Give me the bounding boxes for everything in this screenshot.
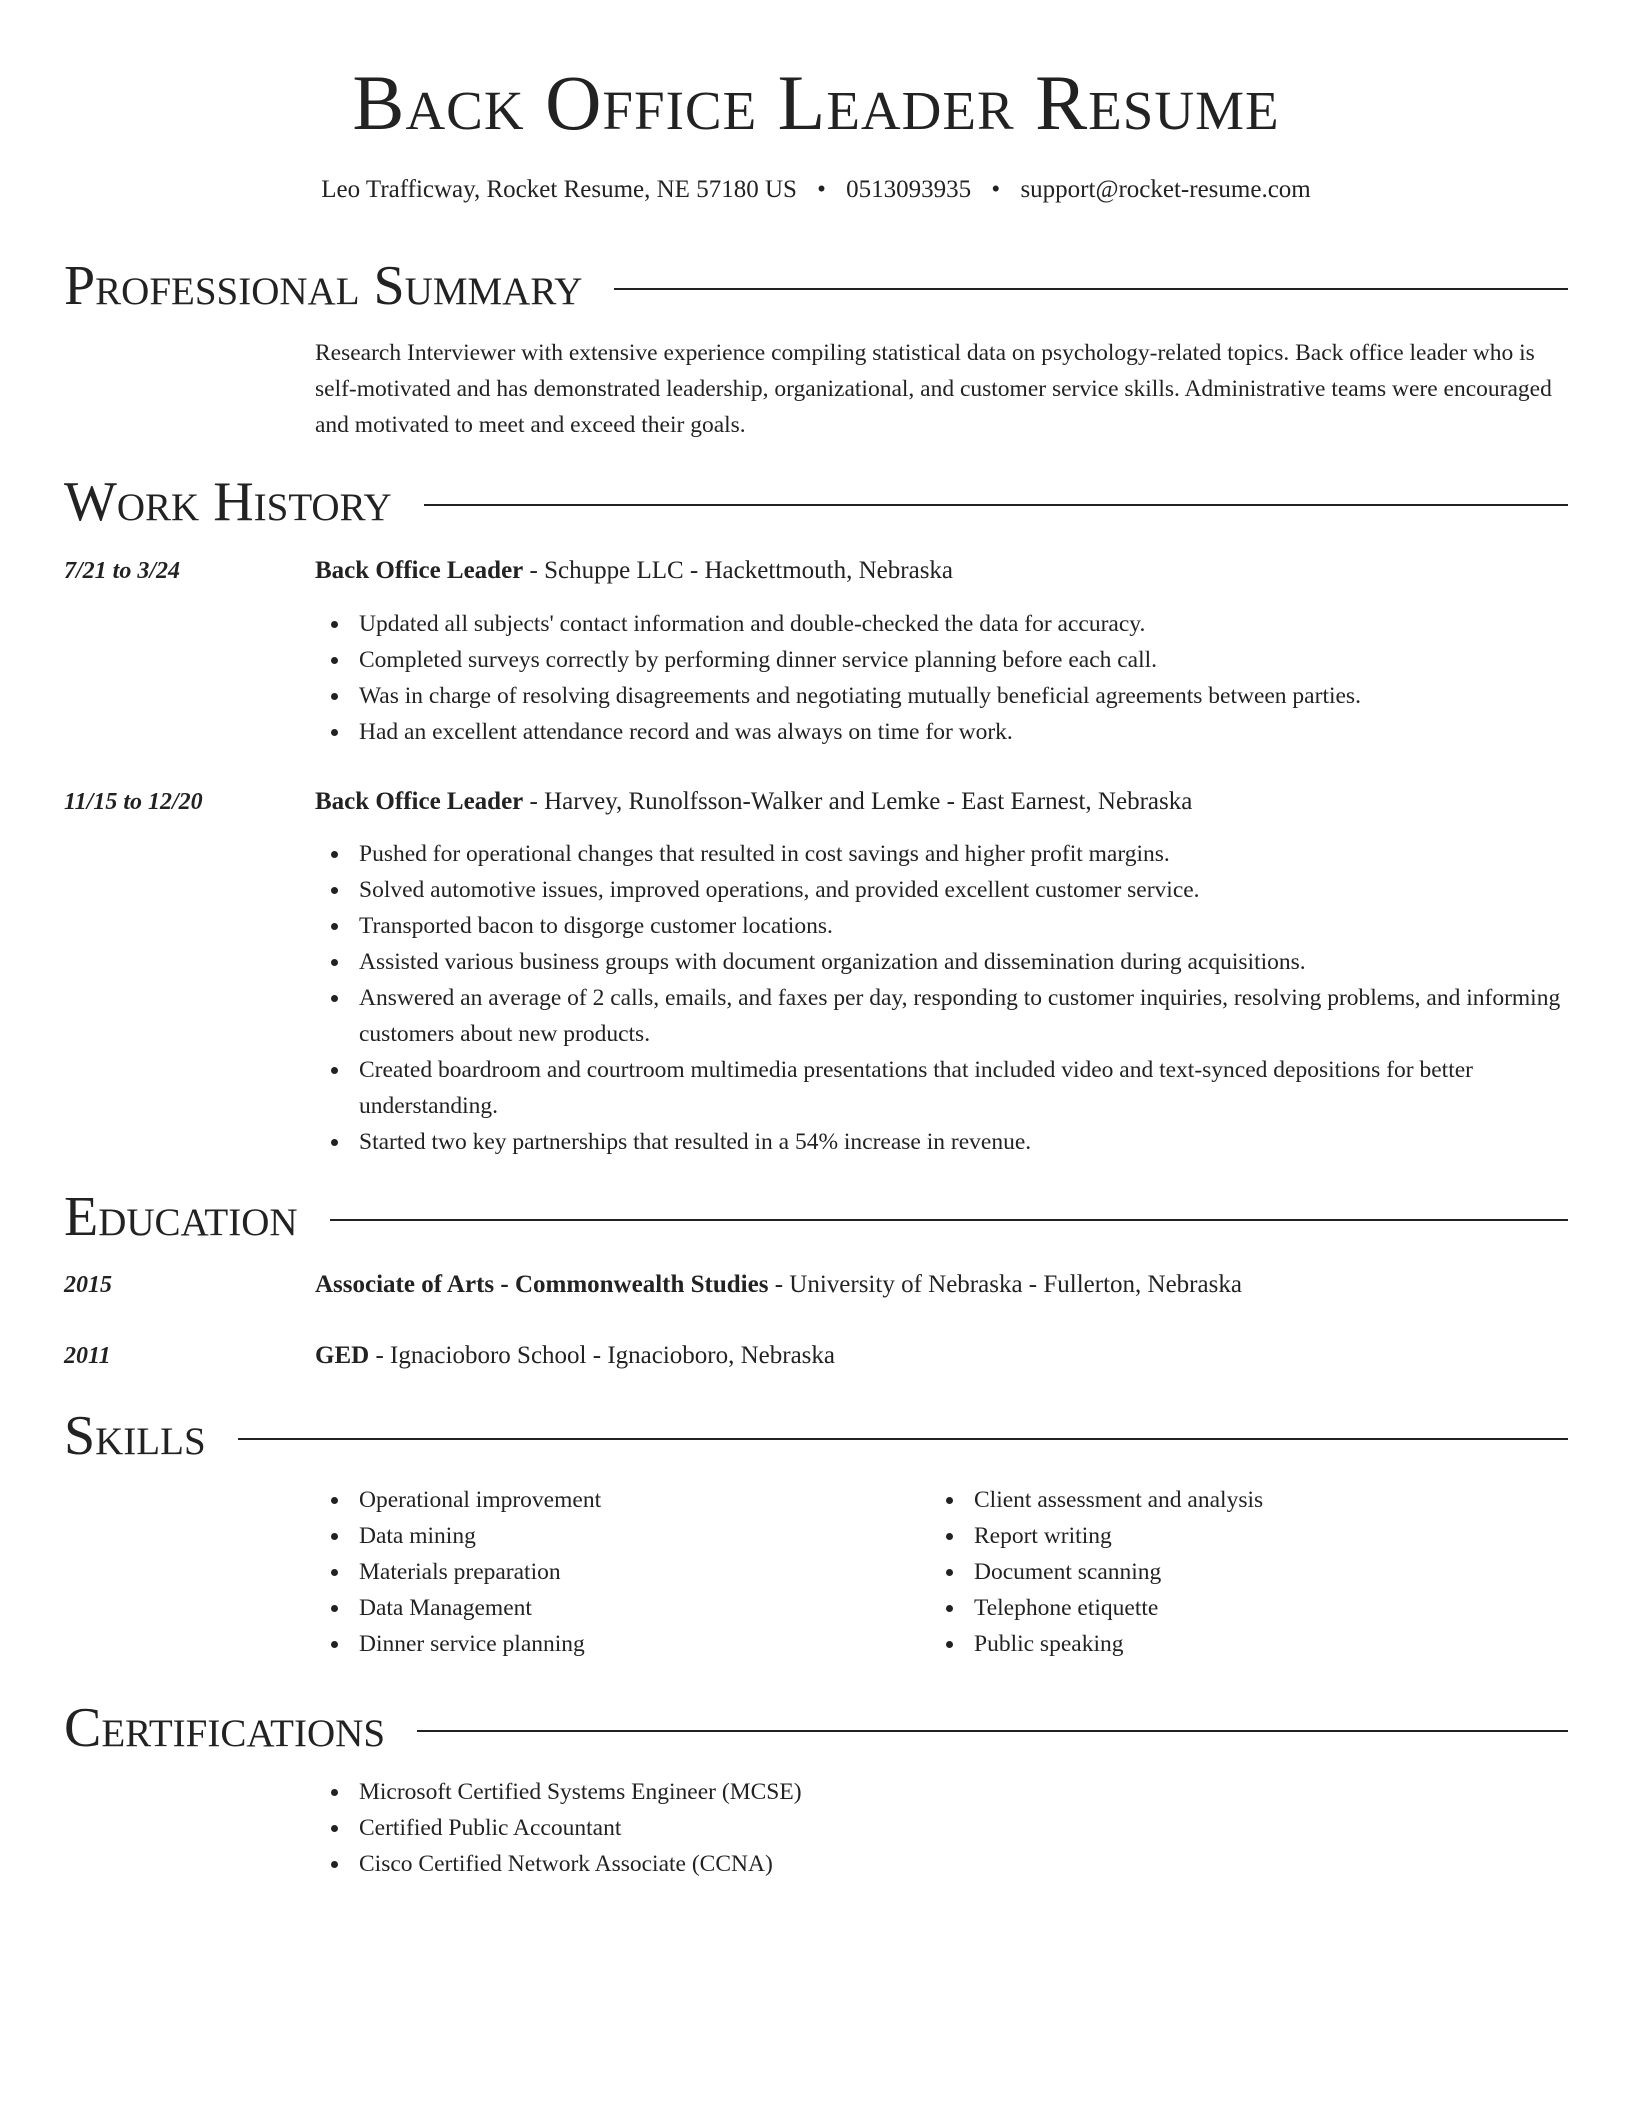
section-divider: [424, 504, 1568, 506]
skills-list-left: [315, 1482, 915, 1662]
contact-phone[interactable]: 0513093935: [846, 176, 972, 203]
list-item: Had an excellent attendance record and was always on time for work.: [359, 714, 1568, 750]
section-divider: [417, 1730, 1568, 1732]
section-certifications-header: [64, 1696, 1568, 1760]
list-item: Started two key partnerships that resulted in a 54% increase in revenue.: [359, 1124, 1568, 1160]
list-item: Certified Public Accountant: [359, 1810, 1568, 1846]
certifications-list: [315, 1774, 1568, 1882]
section-heading: Work History: [64, 471, 392, 533]
section-heading: Certifications: [64, 1697, 386, 1759]
job-dates: 11/15 to 12/20: [64, 789, 203, 815]
job-heading: [315, 553, 1568, 589]
section-work-header: [64, 470, 1568, 534]
list-item: Telephone etiquette: [974, 1590, 1530, 1626]
list-item: Operational improvement: [359, 1482, 915, 1518]
list-item: Microsoft Certified Systems Engineer (MCSE): [359, 1774, 1568, 1810]
job-title: Back Office Leader: [315, 788, 524, 815]
list-item: Data mining: [359, 1518, 915, 1554]
education-entry: [315, 1338, 1568, 1374]
contact-email[interactable]: support@rocket-resume.com: [1020, 176, 1311, 203]
list-item: Document scanning: [974, 1554, 1530, 1590]
contact-separator: •: [817, 176, 826, 203]
summary-text: Research Interviewer with extensive experience compiling statistical data on psychology-related topics. Back office leader who is self-motivated and has demonstrated leadership, organizational, and customer service skills. Administrative teams were encouraged and motivated to meet and exceed their goals.: [315, 340, 1552, 438]
section-divider: [614, 288, 1568, 290]
resume-title: Back Office Leader Resume: [352, 59, 1280, 146]
education-degree: GED: [315, 1342, 370, 1369]
list-item: Updated all subjects' contact information and double-checked the data for accuracy.: [359, 606, 1568, 642]
section-heading: Skills: [64, 1405, 206, 1467]
list-item: Pushed for operational changes that resulted in cost savings and higher profit margins.: [359, 836, 1568, 872]
section-divider: [330, 1219, 1568, 1221]
section-skills-header: [64, 1404, 1568, 1468]
skills-list-right: [930, 1482, 1530, 1662]
education-entry: [315, 1267, 1568, 1303]
list-item: Completed surveys correctly by performing dinner service planning before each call.: [359, 642, 1568, 678]
section-summary-header: [64, 254, 1568, 318]
job-title: Back Office Leader: [315, 557, 524, 584]
education-degree: Associate of Arts - Commonwealth Studies: [315, 1271, 769, 1298]
job-details: - Schuppe LLC - Hackettmouth, Nebraska: [523, 557, 954, 584]
section-heading: Professional Summary: [64, 255, 583, 317]
contact-address: Leo Trafficway, Rocket Resume, NE 57180 US: [321, 176, 797, 203]
list-item: Created boardroom and courtroom multimedia presentations that included video and text-synced depositions for better understanding.: [359, 1052, 1568, 1124]
list-item: Materials preparation: [359, 1554, 915, 1590]
list-item: Report writing: [974, 1518, 1530, 1554]
section-heading: Education: [64, 1186, 298, 1248]
list-item: Transported bacon to disgorge customer locations.: [359, 908, 1568, 944]
job-bullets: [315, 836, 1568, 1160]
list-item: Client assessment and analysis: [974, 1482, 1530, 1518]
education-year: 2011: [64, 1343, 111, 1369]
section-education-header: [64, 1185, 1568, 1249]
list-item: Public speaking: [974, 1626, 1530, 1662]
list-item: Dinner service planning: [359, 1626, 915, 1662]
job-bullets: [315, 606, 1568, 750]
list-item: Answered an average of 2 calls, emails, and faxes per day, responding to customer inquiries, resolving problems, and informing customers about new products.: [359, 980, 1568, 1052]
list-item: Data Management: [359, 1590, 915, 1626]
job-dates: 7/21 to 3/24: [64, 558, 181, 584]
job-details: - Harvey, Runolfsson-Walker and Lemke - East Earnest, Nebraska: [523, 788, 1193, 815]
education-details: - Ignacioboro School - Ignacioboro, Nebraska: [369, 1342, 836, 1369]
section-divider: [238, 1438, 1568, 1440]
contact-line: [0, 174, 1632, 206]
education-details: - University of Nebraska - Fullerton, Nebraska: [768, 1271, 1242, 1298]
education-year: 2015: [64, 1272, 112, 1298]
list-item: Solved automotive issues, improved operations, and provided excellent customer service.: [359, 872, 1568, 908]
list-item: Assisted various business groups with document organization and dissemination during acquisitions.: [359, 944, 1568, 980]
job-heading: [315, 784, 1568, 820]
list-item: Was in charge of resolving disagreements and negotiating mutually beneficial agreements between parties.: [359, 678, 1568, 714]
contact-separator: •: [991, 176, 1001, 203]
list-item: Cisco Certified Network Associate (CCNA): [359, 1846, 1568, 1882]
